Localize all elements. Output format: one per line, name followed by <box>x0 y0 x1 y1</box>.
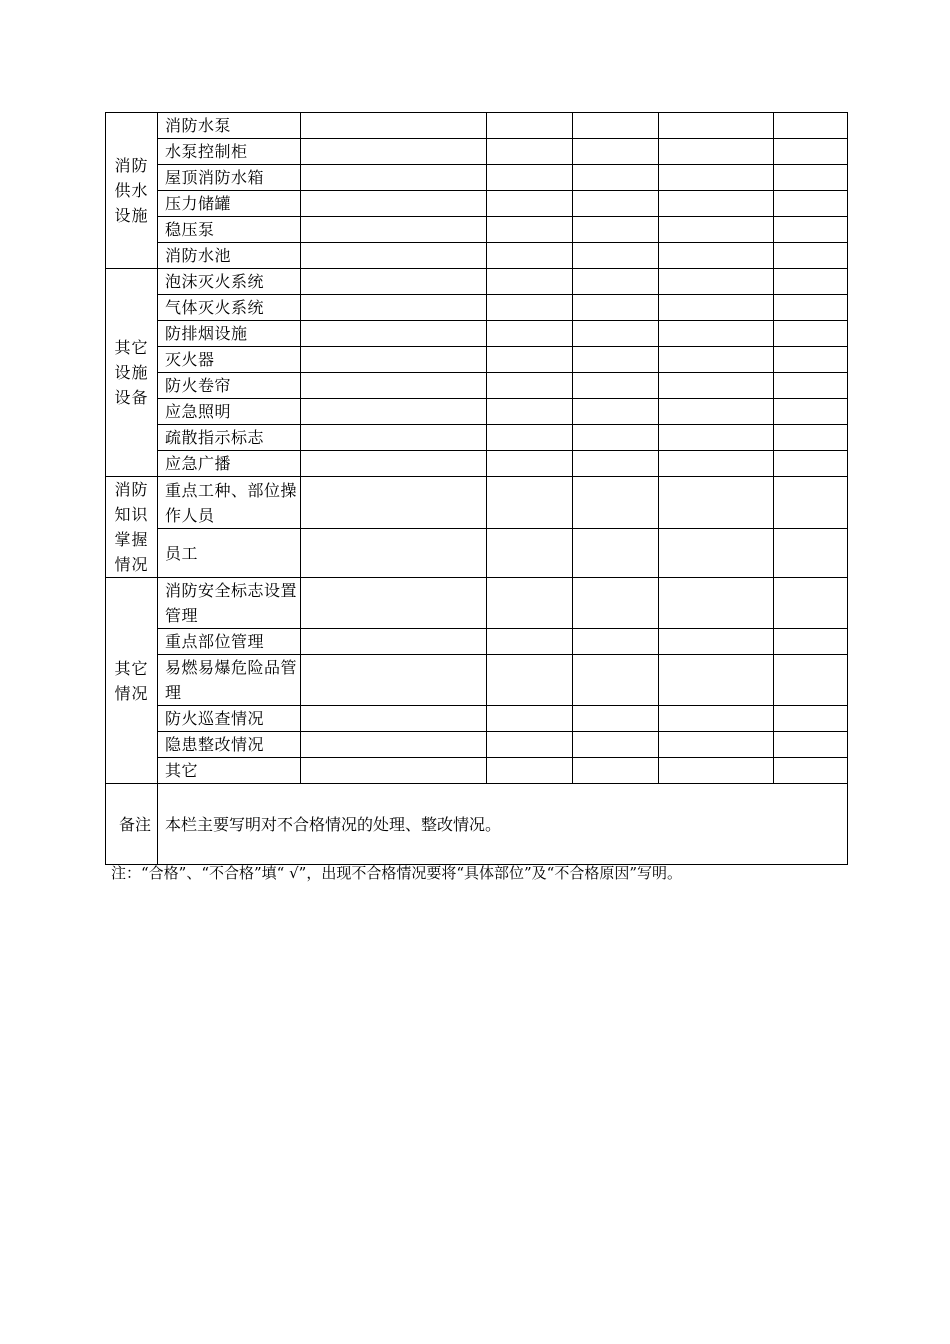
item-cell: 员工 <box>158 529 301 578</box>
category-water-supply: 消防供水设施 <box>106 113 158 269</box>
category-other-situations: 其它情况 <box>106 578 158 784</box>
item-cell: 压力储罐 <box>158 191 301 217</box>
item-cell: 隐患整改情况 <box>158 732 301 758</box>
remark-label: 备注 <box>106 784 158 865</box>
item-cell: 泡沫灭火系统 <box>158 269 301 295</box>
inspection-table <box>105 112 848 865</box>
item-cell: 防火巡查情况 <box>158 706 301 732</box>
item-cell: 应急广播 <box>158 451 301 477</box>
item-cell: 其它 <box>158 758 301 784</box>
item-cell: 稳压泵 <box>158 217 301 243</box>
item-cell: 水泵控制柜 <box>158 139 301 165</box>
item-cell: 疏散指示标志 <box>158 425 301 451</box>
item-cell: 防火卷帘 <box>158 373 301 399</box>
item-cell: 消防水池 <box>158 243 301 269</box>
item-cell: 灭火器 <box>158 347 301 373</box>
item-cell: 消防水泵 <box>158 113 301 139</box>
item-cell: 重点部位管理 <box>158 629 301 655</box>
item-cell: 屋顶消防水箱 <box>158 165 301 191</box>
item-cell: 应急照明 <box>158 399 301 425</box>
item-cell: 重点工种、部位操作人员 <box>158 477 301 529</box>
item-cell: 气体灭火系统 <box>158 295 301 321</box>
category-fire-knowledge: 消防知识掌握情况 <box>106 477 158 578</box>
footnote: 注：“合格”、“不合格”填“ √”，出现不合格情况要将“具体部位”及“不合格原因”写明。 <box>111 864 683 882</box>
item-cell: 消防安全标志设置管理 <box>158 578 301 629</box>
item-cell: 易燃易爆危险品管理 <box>158 655 301 706</box>
remark-text: 本栏主要写明对不合格情况的处理、整改情况。 <box>158 784 848 865</box>
item-cell: 防排烟设施 <box>158 321 301 347</box>
category-other-equipment: 其它设施设备 <box>106 269 158 477</box>
